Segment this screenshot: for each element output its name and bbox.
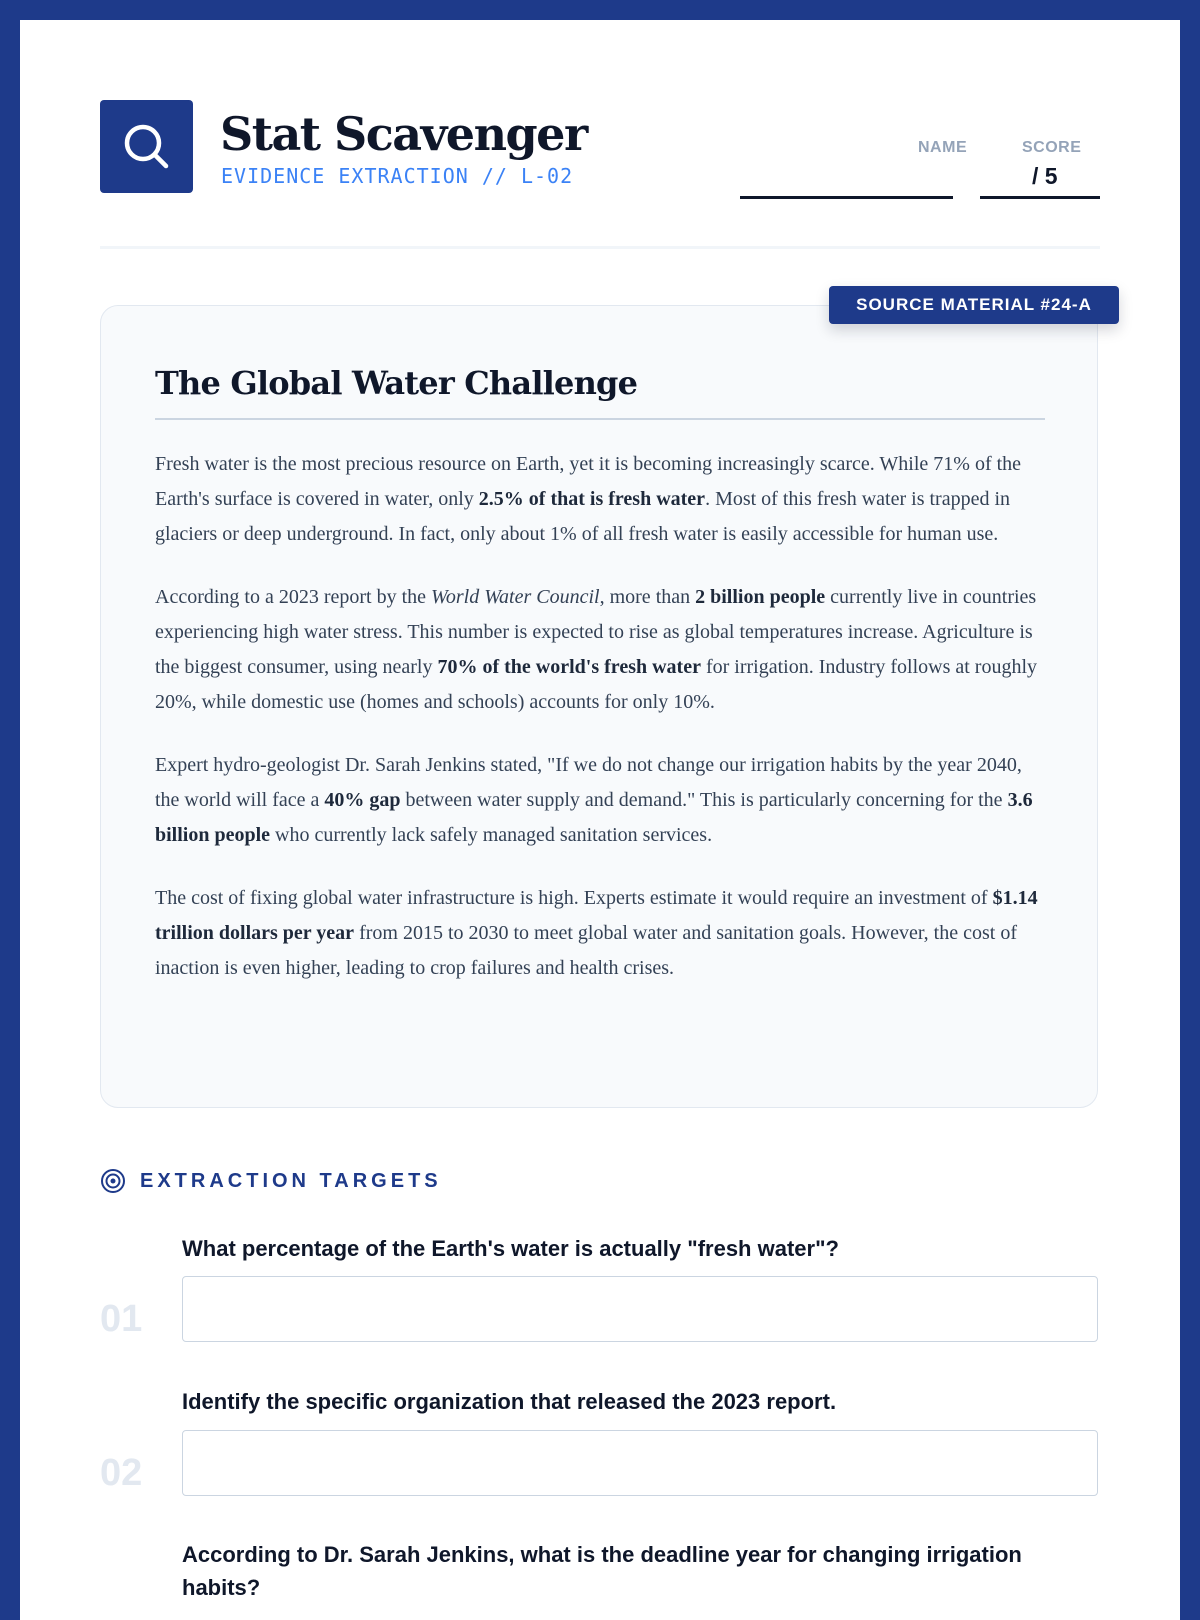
worksheet [20,20,1180,1620]
name-field[interactable] [740,196,953,199]
paragraph-text: Fresh water is the most precious resource on Earth, yet it is becoming increasingly scarce. While 71% of the Earth's surface is covered in water, only [155,453,1022,510]
highlighted-statistic: 70% of the world's fresh water [437,656,701,678]
article-title: The Global Water Challenge [155,364,638,402]
logo [100,100,193,193]
answer-input[interactable] [182,1276,1098,1342]
article-paragraph [155,748,1045,853]
article-paragraph [155,447,1045,552]
header-divider [100,246,1100,249]
cited-source: World Water Council [431,586,600,608]
page-title: Stat Scavenger [220,107,587,161]
paragraph-text: According to a 2023 report by the [155,586,432,608]
paragraph-text: , more than [599,586,696,608]
paragraph-text: . Most of this fresh water is trapped in glaciers or deep underground. In fact, only about 1% of all fresh water is easily accessible for human use. [155,488,1011,545]
targets-heading [100,1166,442,1196]
article-paragraph [155,580,1045,720]
highlighted-statistic: 3.6 billion people [155,789,1033,846]
score-label: SCORE [1022,139,1082,156]
worksheet-header [100,100,1100,194]
question-text: According to Dr. Sarah Jenkins, what is the deadline year for changing irrigation habits? [182,1542,1022,1600]
paragraph-text: currently live in countries experiencing high water stress. This number is expected to rise as global temperatures increase. Agriculture is the biggest consumer, using nearly [155,586,1037,678]
paragraph-text: from 2015 to 2030 to meet global water and sanitation goals. However, the cost of inaction is even higher, leading to crop failures and health crises. [155,922,1017,979]
name-label: NAME [918,139,968,156]
question-number: 02 [100,1452,143,1494]
search-icon [122,122,172,172]
paragraph-text: Expert hydro-geologist Dr. Sarah Jenkins stated, "If we do not change our irrigation habits by the year 2040, the world will face a [155,754,1022,811]
question-text: Identify the specific organization that released the 2023 report. [182,1389,837,1414]
paragraph-text: for irrigation. Industry follows at roughly 20%, while domestic use (homes and schools) accounts for only 10%. [155,656,1038,713]
target-icon [100,1168,126,1194]
question-text: What percentage of the Earth's water is actually "fresh water"? [182,1236,839,1261]
targets-heading-label: EXTRACTION TARGETS [140,1169,442,1192]
highlighted-statistic: 2.5% of that is fresh water [478,488,706,510]
highlighted-statistic: 40% gap [324,789,401,811]
answer-input[interactable] [182,1430,1098,1496]
paragraph-text: who currently lack safely managed sanitation services. [270,824,713,846]
paragraph-text: The cost of fixing global water infrastructure is high. Experts estimate it would require an investment of [155,887,993,909]
paragraph-text: between water supply and demand." This is particularly concerning for the [400,789,1008,811]
page-subtitle: EVIDENCE EXTRACTION // L-02 [221,164,574,188]
article-paragraph [155,881,1045,986]
question-number: 01 [100,1298,143,1340]
article-body [155,447,1045,1014]
score-field[interactable] [980,196,1100,199]
article-divider [155,418,1045,420]
source-card [100,305,1098,1108]
highlighted-statistic: 2 billion people [695,586,826,608]
score-value: / 5 [1032,163,1058,189]
highlighted-statistic: $1.14 trillion dollars per year [155,887,1038,944]
source-badge: SOURCE MATERIAL #24-A [829,286,1119,324]
